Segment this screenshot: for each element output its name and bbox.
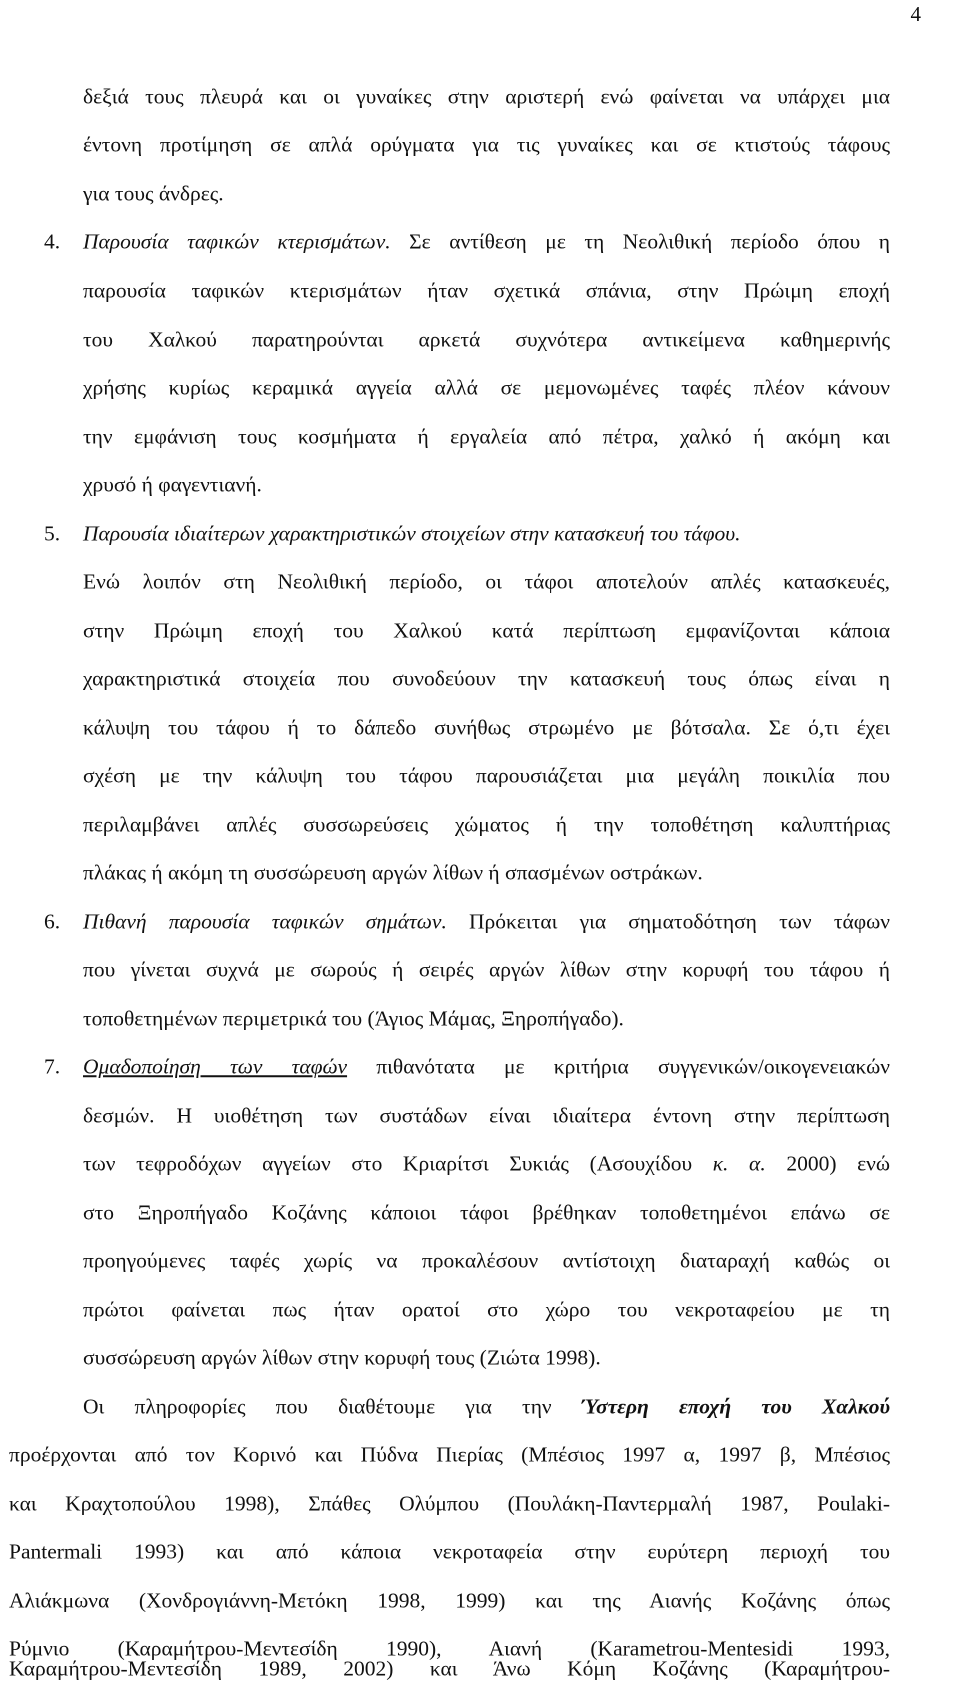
- list-heading: Ομαδοποίηση των ταφών: [83, 1054, 348, 1079]
- text-line: του Χαλκού παρατηρούνται αρκετά συχνότερα αντικείμενα καθημερινής: [83, 327, 890, 352]
- text-line: παρουσία ταφικών κτερισμάτων ήταν σχετικά σπάνια, στην Πρώιμη εποχή: [83, 278, 890, 303]
- text-line: και Κραχτοπούλου 1998), Σπάθες Ολύμπου (Πουλάκη-Παντερμαλή 1987, Poulaki-: [9, 1491, 890, 1516]
- list-number: 4.: [44, 229, 61, 254]
- text-line: δεσμών. Η υιοθέτηση των συστάδων είναι ιδιαίτερα έντονη στην περίπτωση: [83, 1103, 890, 1128]
- list-number: 6.: [44, 909, 61, 934]
- list-heading: Παρουσία ταφικών κτερισμάτων.: [83, 229, 391, 254]
- page-number: 4: [910, 2, 921, 26]
- text-line: στο Ξηροπήγαδο Κοζάνης κάποιοι τάφοι βρέθηκαν τοποθετημένοι επάνω σε: [83, 1200, 890, 1225]
- text-line: δεξιά τους πλευρά και οι γυναίκες στην αριστερή ενώ φαίνεται να υπάρχει μια: [83, 84, 890, 109]
- list-heading: Πιθανή παρουσία ταφικών σημάτων.: [83, 909, 447, 934]
- text-line: χαρακτηριστικά στοιχεία που συνοδεύουν την κατασκευή τους όπως είναι η: [83, 666, 890, 691]
- text-line: Αλιάκμωνα (Χονδρογιάννη-Μετόκη 1998, 1999) και της Αιανής Κοζάνης όπως: [9, 1588, 890, 1613]
- text-line: συσσώρευση αργών λίθων στην κορυφή τους (Ζιώτα 1998).: [83, 1345, 601, 1370]
- text-line: στην Πρώιμη εποχή του Χαλκού κατά περίπτωση εμφανίζονται κάποια: [83, 618, 890, 643]
- text-line: [83, 231, 890, 253]
- text-line: πρώτοι φαίνεται πως ήταν ορατοί στο χώρο του νεκροταφείου με τη: [83, 1297, 890, 1322]
- text-span: 2000) ενώ: [765, 1151, 891, 1176]
- text-line: προέρχονται από τον Κορινό και Πύδνα Πιερίας (Μπέσιος 1997 α, 1997 β, Μπέσιος: [9, 1442, 890, 1467]
- text-line: [83, 911, 890, 933]
- text-line: κάλυψη του τάφου ή το δάπεδο συνήθως στρωμένο με βότσαλα. Σε ό,τι έχει: [83, 715, 890, 740]
- text-line: περιλαμβάνει απλές συσσωρεύσεις χώματος ή την τοποθέτηση καλυπτήριας: [83, 812, 890, 837]
- text-span-bold-italic: Ύστερη εποχή του Χαλκού: [581, 1394, 891, 1419]
- text-line: [83, 1153, 890, 1175]
- text-line: Pantermali 1993) και από κάποια νεκροταφεία στην ευρύτερη περιοχή του: [9, 1539, 890, 1564]
- text-line: [83, 1056, 890, 1078]
- text-line: χρυσό ή φαγεντιανή.: [83, 472, 262, 497]
- text-span: πιθανότατα με κριτήρια συγγενικών/οικογενειακών: [347, 1054, 890, 1079]
- text-line: χρήσης κυρίως κεραμικά αγγεία αλλά σε μεμονωμένες ταφές πλέον κάνουν: [83, 375, 890, 400]
- text-line: για τους άνδρες.: [83, 181, 224, 206]
- text-line: την εμφάνιση τους κοσμήματα ή εργαλεία από πέτρα, χαλκό ή ακόμη και: [83, 424, 890, 449]
- text-line: πλάκας ή ακόμη τη συσσώρευση αργών λίθων ή σπασμένων οστράκων.: [83, 860, 703, 885]
- text-span: Οι πληροφορίες που διαθέτουμε για την: [83, 1394, 582, 1419]
- text-line: Ενώ λοιπόν στη Νεολιθική περίοδο, οι τάφοι αποτελούν απλές κατασκευές,: [83, 569, 890, 594]
- list-number: 7.: [44, 1054, 61, 1079]
- text-span-italic: κ. α.: [712, 1151, 766, 1176]
- list-heading: Παρουσία ιδιαίτερων χαρακτηριστικών στοιχείων στην κατασκευή του τάφου.: [83, 521, 741, 546]
- text-line: σχέση με την κάλυψη του τάφου παρουσιάζεται μια μεγάλη ποικιλία που: [83, 763, 890, 788]
- text-line: Ρύμνιο (Καραμήτρου-Μεντεσίδη 1990), Αιανή (Karametrou-Mentesidi 1993,: [9, 1636, 890, 1661]
- list-number: 5.: [44, 521, 61, 546]
- text-line: που γίνεται συχνά με σωρούς ή σειρές αργών λίθων στην κορυφή του τάφου ή: [83, 957, 890, 982]
- text-line: τοποθετημένων περιμετρικά του (Άγιος Μάμας, Ξηροπήγαδο).: [83, 1006, 624, 1031]
- text-line: Καραμήτρου-Μεντεσίδη 1989, 2002) και Άνω Κόμη Κοζάνης (Καραμήτρου-: [9, 1656, 890, 1681]
- text-line: έντονη προτίμηση σε απλά ορύγματα για τις γυναίκες και σε κτιστούς τάφους: [83, 132, 890, 157]
- text-span: Σε αντίθεση με τη Νεολιθική περίοδο όπου η: [390, 229, 891, 254]
- text-line: [83, 1396, 890, 1418]
- text-span: Πρόκειται για σηματοδότηση των τάφων: [446, 909, 891, 934]
- text-line: προηγούμενες ταφές χωρίς να προκαλέσουν αντίστοιχη διαταραχή καθώς οι: [83, 1248, 890, 1273]
- text-span: των τεφροδόχων αγγείων στο Κριαρίτσι Συκιάς (Ασουχίδου: [83, 1151, 713, 1176]
